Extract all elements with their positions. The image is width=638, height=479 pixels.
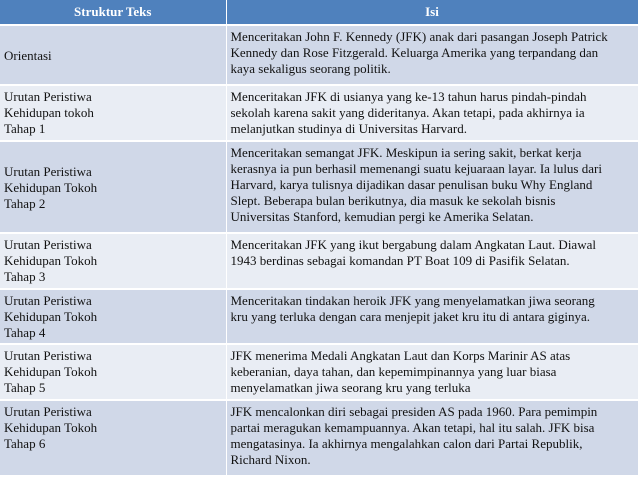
struktur-cell: Urutan Peristiwa Kehidupan tokoh Tahap 1 bbox=[0, 85, 226, 141]
table-row bbox=[0, 400, 638, 475]
struktur-cell: Urutan Peristiwa Kehidupan Tokoh Tahap 3 bbox=[0, 233, 226, 289]
isi-cell: Menceritakan tindakan heroik JFK yang menyelamatkan jiwa seorang kru yang terluka dengan cara menjepit jaket kru itu di antara giginya. bbox=[226, 289, 638, 344]
struktur-cell: Urutan Peristiwa Kehidupan Tokoh Tahap 2 bbox=[0, 141, 226, 233]
table-header-row bbox=[0, 0, 638, 25]
isi-cell: Menceritakan JFK di usianya yang ke-13 tahun harus pindah-pindah sekolah karena sakit yang dideritanya. Akan tetapi, pada akhirnya ia melanjutkan studinya di Universitas Harvard. bbox=[226, 85, 638, 141]
table-row bbox=[0, 289, 638, 344]
table-row bbox=[0, 25, 638, 85]
isi-cell: JFK mencalonkan diri sebagai presiden AS pada 1960. Para pemimpin partai meragukan kemampuannya. Akan tetapi, hal itu salah. JFK bisa mengatasinya. Ia akhirnya mengalahkan calon dari Partai Republik, Richard Nixon. bbox=[226, 400, 638, 475]
header-struktur-teks: Struktur Teks bbox=[0, 0, 226, 25]
isi-cell: Menceritakan John F. Kennedy (JFK) anak dari pasangan Joseph Patrick Kennedy dan Rose Fitzgerald. Keluarga Amerika yang terpandang dan kaya sekaligus seorang politik. bbox=[226, 25, 638, 85]
header-isi: Isi bbox=[226, 0, 638, 25]
table-row bbox=[0, 233, 638, 289]
table-row bbox=[0, 344, 638, 400]
struktur-cell: Urutan Peristiwa Kehidupan Tokoh Tahap 6 bbox=[0, 400, 226, 475]
struktur-cell: Orientasi bbox=[0, 25, 226, 85]
isi-cell: Menceritakan JFK yang ikut bergabung dalam Angkatan Laut. Diawal 1943 berdinas sebagai komandan PT Boat 109 di Pasifik Selatan. bbox=[226, 233, 638, 289]
struktur-cell: Urutan Peristiwa Kehidupan Tokoh Tahap 5 bbox=[0, 344, 226, 400]
isi-cell: Menceritakan semangat JFK. Meskipun ia sering sakit, berkat kerja kerasnya ia pun berhasil memenangi suatu kejuaraan layar. Ia lulus dari Harvard, karya tulisnya dijadikan dasar penulisan buku Why England Slept. Beberapa bulan berikutnya, dia masuk ke sekolah bisnis Universitas Stanford, kemudian pergi ke Amerika Selatan. bbox=[226, 141, 638, 233]
table-row bbox=[0, 85, 638, 141]
table-row bbox=[0, 141, 638, 233]
isi-cell: JFK menerima Medali Angkatan Laut dan Korps Marinir AS atas keberanian, daya tahan, dan kepemimpinannya yang luar biasa menyelamatkan jiwa seorang kru yang terluka bbox=[226, 344, 638, 400]
struktur-cell: Urutan Peristiwa Kehidupan Tokoh Tahap 4 bbox=[0, 289, 226, 344]
